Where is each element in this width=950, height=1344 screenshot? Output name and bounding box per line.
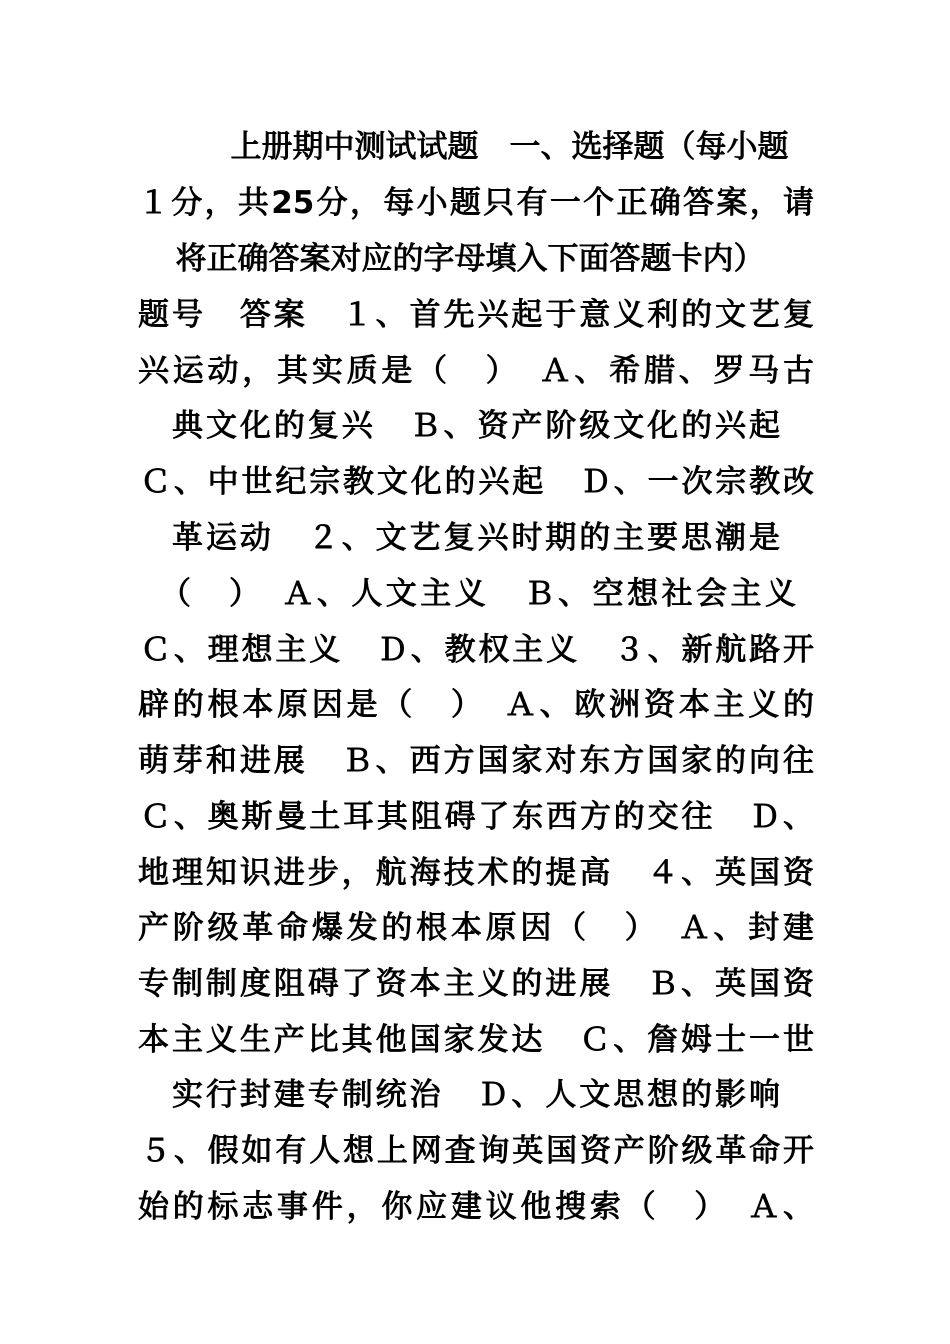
text-line: 实行封建专制统治 Ｄ、人文思想的影响 <box>172 1077 780 1113</box>
text-line: １分，共25分，每小题只有一个正确答案，请 <box>138 185 814 221</box>
text-line: 萌芽和进展 Ｂ、西方国家对东方国家的向往 <box>138 743 814 779</box>
text-line: 专制制度阻碍了资本主义的进展 Ｂ、英国资 <box>138 966 814 1002</box>
text-line: 产阶级革命爆发的根本原因（ ） Ａ、封建 <box>138 910 814 946</box>
text-line: 地理知识进步，航海技术的提高 ４、英国资 <box>138 855 814 891</box>
text-line: 辟的根本原因是（ ） Ａ、欧洲资本主义的 <box>138 687 814 723</box>
text-line: ５、假如有人想上网查询英国资产阶级革命开 <box>140 1133 814 1169</box>
text-line: 将正确答案对应的字母填入下面答题卡内） <box>175 241 765 277</box>
text-line: 革运动 ２、文艺复兴时期的主要思潮是 <box>172 520 780 556</box>
text-line: 始的标志事件，你应建议他搜索（ ） Ａ、 <box>138 1189 814 1225</box>
text-line: 题号 答案 １、首先兴起于意义利的文艺复 <box>138 297 814 333</box>
text-line: 上册期中测试试题 一、选择题（每小题 <box>230 129 789 165</box>
text-line: 典文化的复兴 Ｂ、资产阶级文化的兴起 <box>172 408 780 444</box>
text-line: Ｃ、理想主义 Ｄ、教权主义 ３、新航路开 <box>140 632 814 668</box>
text-line: Ｃ、奥斯曼土耳其阻碍了东西方的交往 Ｄ、 <box>140 799 814 835</box>
text-line: 兴运动，其实质是（ ） Ａ、希腊、罗马古 <box>138 353 814 389</box>
text-line: （ ） Ａ、人文主义 Ｂ、空想社会主义 <box>160 576 796 612</box>
text-line: 本主义生产比其他国家发达 Ｃ、詹姆士一世 <box>138 1022 814 1058</box>
text-line: Ｃ、中世纪宗教文化的兴起 Ｄ、一次宗教改 <box>140 464 814 500</box>
